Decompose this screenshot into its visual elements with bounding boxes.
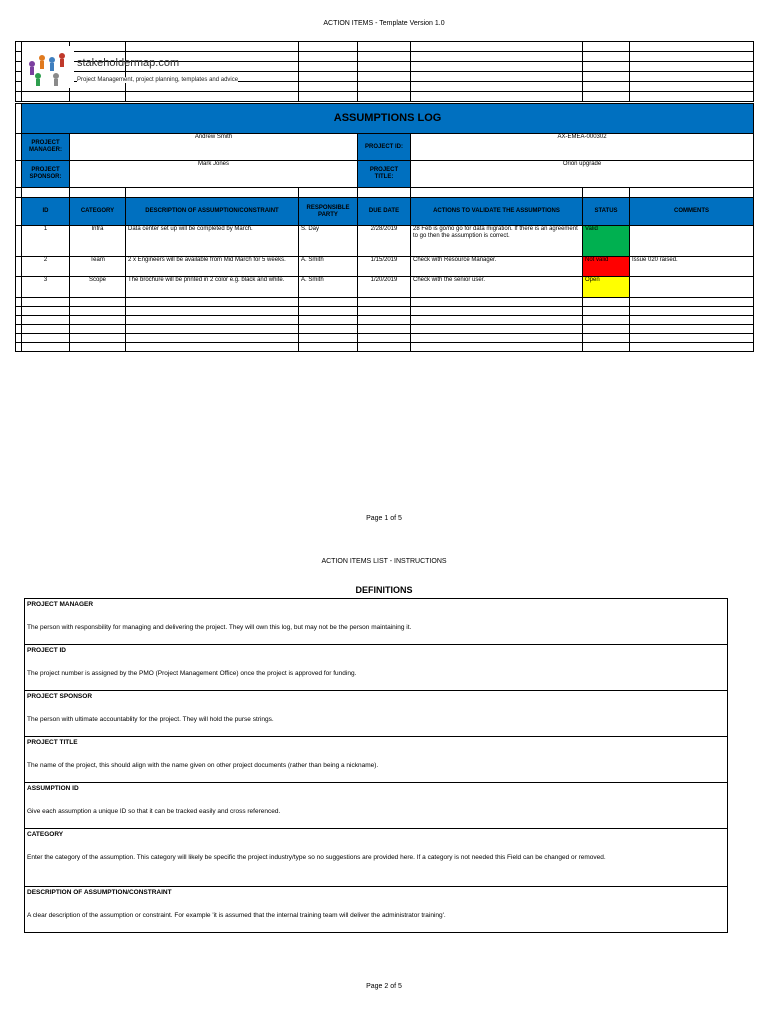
page2-footer: Page 2 of 5 bbox=[366, 983, 402, 990]
stakeholder-people-icon bbox=[22, 46, 74, 88]
page2-header: ACTION ITEMS LIST - INSTRUCTIONS bbox=[321, 558, 447, 565]
definitions-table bbox=[24, 598, 728, 933]
definition-row bbox=[25, 737, 727, 783]
row-due: 1/15/2019 bbox=[358, 257, 411, 277]
label-project-sponsor: PROJECT SPONSOR: bbox=[22, 161, 70, 188]
definition-row bbox=[25, 887, 727, 932]
row-actions: 28 Feb is go/no go for data migration. If there is an agreement to go then the assumption is correct. bbox=[411, 226, 583, 257]
col-status: STATUS bbox=[583, 198, 630, 226]
definition-row bbox=[25, 829, 727, 887]
table-row bbox=[16, 226, 754, 257]
definition-label: PROJECT MANAGER bbox=[27, 601, 94, 608]
definition-text: The person with responsbility for managing and delivering the project. They will own this log, but may not be the person maintaining it. bbox=[27, 624, 412, 631]
row-category: Team bbox=[70, 257, 126, 277]
row-due: 1/20/2019 bbox=[358, 277, 411, 298]
col-comments: COMMENTS bbox=[630, 198, 754, 226]
row-due: 2/28/2019 bbox=[358, 226, 411, 257]
definition-label: ASSUMPTION ID bbox=[27, 785, 79, 792]
definition-label: CATEGORY bbox=[27, 831, 64, 838]
col-due-date: DUE DATE bbox=[358, 198, 411, 226]
definition-text: A clear description of the assumption or constraint. For example 'it is assumed that the internal training team will deliver the administrator training'. bbox=[27, 912, 446, 919]
value-project-manager: Andrew Smith bbox=[70, 134, 358, 161]
row-comments: Issue 020 raised. bbox=[630, 257, 754, 277]
definition-label: PROJECT TITLE bbox=[27, 739, 78, 746]
row-category: Scope bbox=[70, 277, 126, 298]
definition-text: Give each assumption a unique ID so that it can be tracked easily and cross referenced. bbox=[27, 808, 281, 815]
definition-row bbox=[25, 599, 727, 645]
definition-label: PROJECT ID bbox=[27, 647, 67, 654]
definition-text: Enter the category of the assumption. This category will likely be specific the project industry/type so no suggestions are provided here. If a category is not needed this Field can be changed or removed. bbox=[27, 854, 606, 861]
definition-text: The name of the project, this should align with the name given on other project documents (rather than being a nickname). bbox=[27, 762, 379, 769]
row-id: 3 bbox=[22, 277, 70, 298]
row-comments bbox=[630, 226, 754, 257]
page1-header: ACTION ITEMS - Template Version 1.0 bbox=[323, 20, 445, 27]
definition-text: The person with ultimate accountablity for the project. They will hold the purse strings. bbox=[27, 716, 274, 723]
top-grid bbox=[15, 41, 754, 102]
definition-row bbox=[25, 783, 727, 829]
col-category: CATEGORY bbox=[70, 198, 126, 226]
row-actions: Check with Resource Manager. bbox=[411, 257, 583, 277]
label-project-manager: PROJECT MANAGER: bbox=[22, 134, 70, 161]
value-project-sponsor: Mark Jones bbox=[70, 161, 358, 188]
row-party: A. Smith bbox=[299, 257, 358, 277]
row-id: 1 bbox=[22, 226, 70, 257]
table-row bbox=[16, 277, 754, 298]
row-party: A. Smith bbox=[299, 277, 358, 298]
definition-label: DESCRIPTION OF ASSUMPTION/CONSTRAINT bbox=[27, 889, 172, 896]
definition-row bbox=[25, 691, 727, 737]
assumptions-table bbox=[15, 103, 754, 352]
value-project-title: Orion upgrade bbox=[411, 161, 754, 188]
row-comments bbox=[630, 277, 754, 298]
log-title: ASSUMPTIONS LOG bbox=[22, 104, 754, 134]
col-id: ID bbox=[22, 198, 70, 226]
row-status: Valid bbox=[583, 226, 630, 257]
logo-tagline: Project Management, project planning, templates and advice bbox=[77, 77, 239, 83]
row-description: 2 x Engineers will be available from Mid March for 5 weeks. bbox=[126, 257, 299, 277]
col-description: DESCRIPTION OF ASSUMPTION/CONSTRAINT bbox=[126, 198, 299, 226]
definition-row bbox=[25, 645, 727, 691]
col-responsible-party: RESPONSIBLE PARTY bbox=[299, 198, 358, 226]
row-status: Not valid bbox=[583, 257, 630, 277]
logo-site: stakeholdermap.com bbox=[77, 57, 180, 69]
col-actions: ACTIONS TO VALIDATE THE ASSUMPTIONS bbox=[411, 198, 583, 226]
row-status: Open bbox=[583, 277, 630, 298]
label-project-title: PROJECT TITLE: bbox=[358, 161, 411, 188]
row-description: The brochure will be printed in 2 color e.g. black and white. bbox=[126, 277, 299, 298]
row-id: 2 bbox=[22, 257, 70, 277]
label-project-id: PROJECT ID: bbox=[358, 134, 411, 161]
row-party: S. Day bbox=[299, 226, 358, 257]
page1-footer: Page 1 of 5 bbox=[366, 515, 402, 522]
definition-label: PROJECT SPONSOR bbox=[27, 693, 93, 700]
definitions-title: DEFINITIONS bbox=[355, 585, 413, 595]
table-row bbox=[16, 257, 754, 277]
row-actions: Check with the senior user. bbox=[411, 277, 583, 298]
row-category: Infra bbox=[70, 226, 126, 257]
definition-text: The project number is assigned by the PMO (Project Management Office) once the project is approved for funding. bbox=[27, 670, 357, 677]
logo bbox=[22, 46, 74, 88]
row-description: Data center set up will be completed by March. bbox=[126, 226, 299, 257]
value-project-id: AX-EMEA-000302 bbox=[411, 134, 754, 161]
